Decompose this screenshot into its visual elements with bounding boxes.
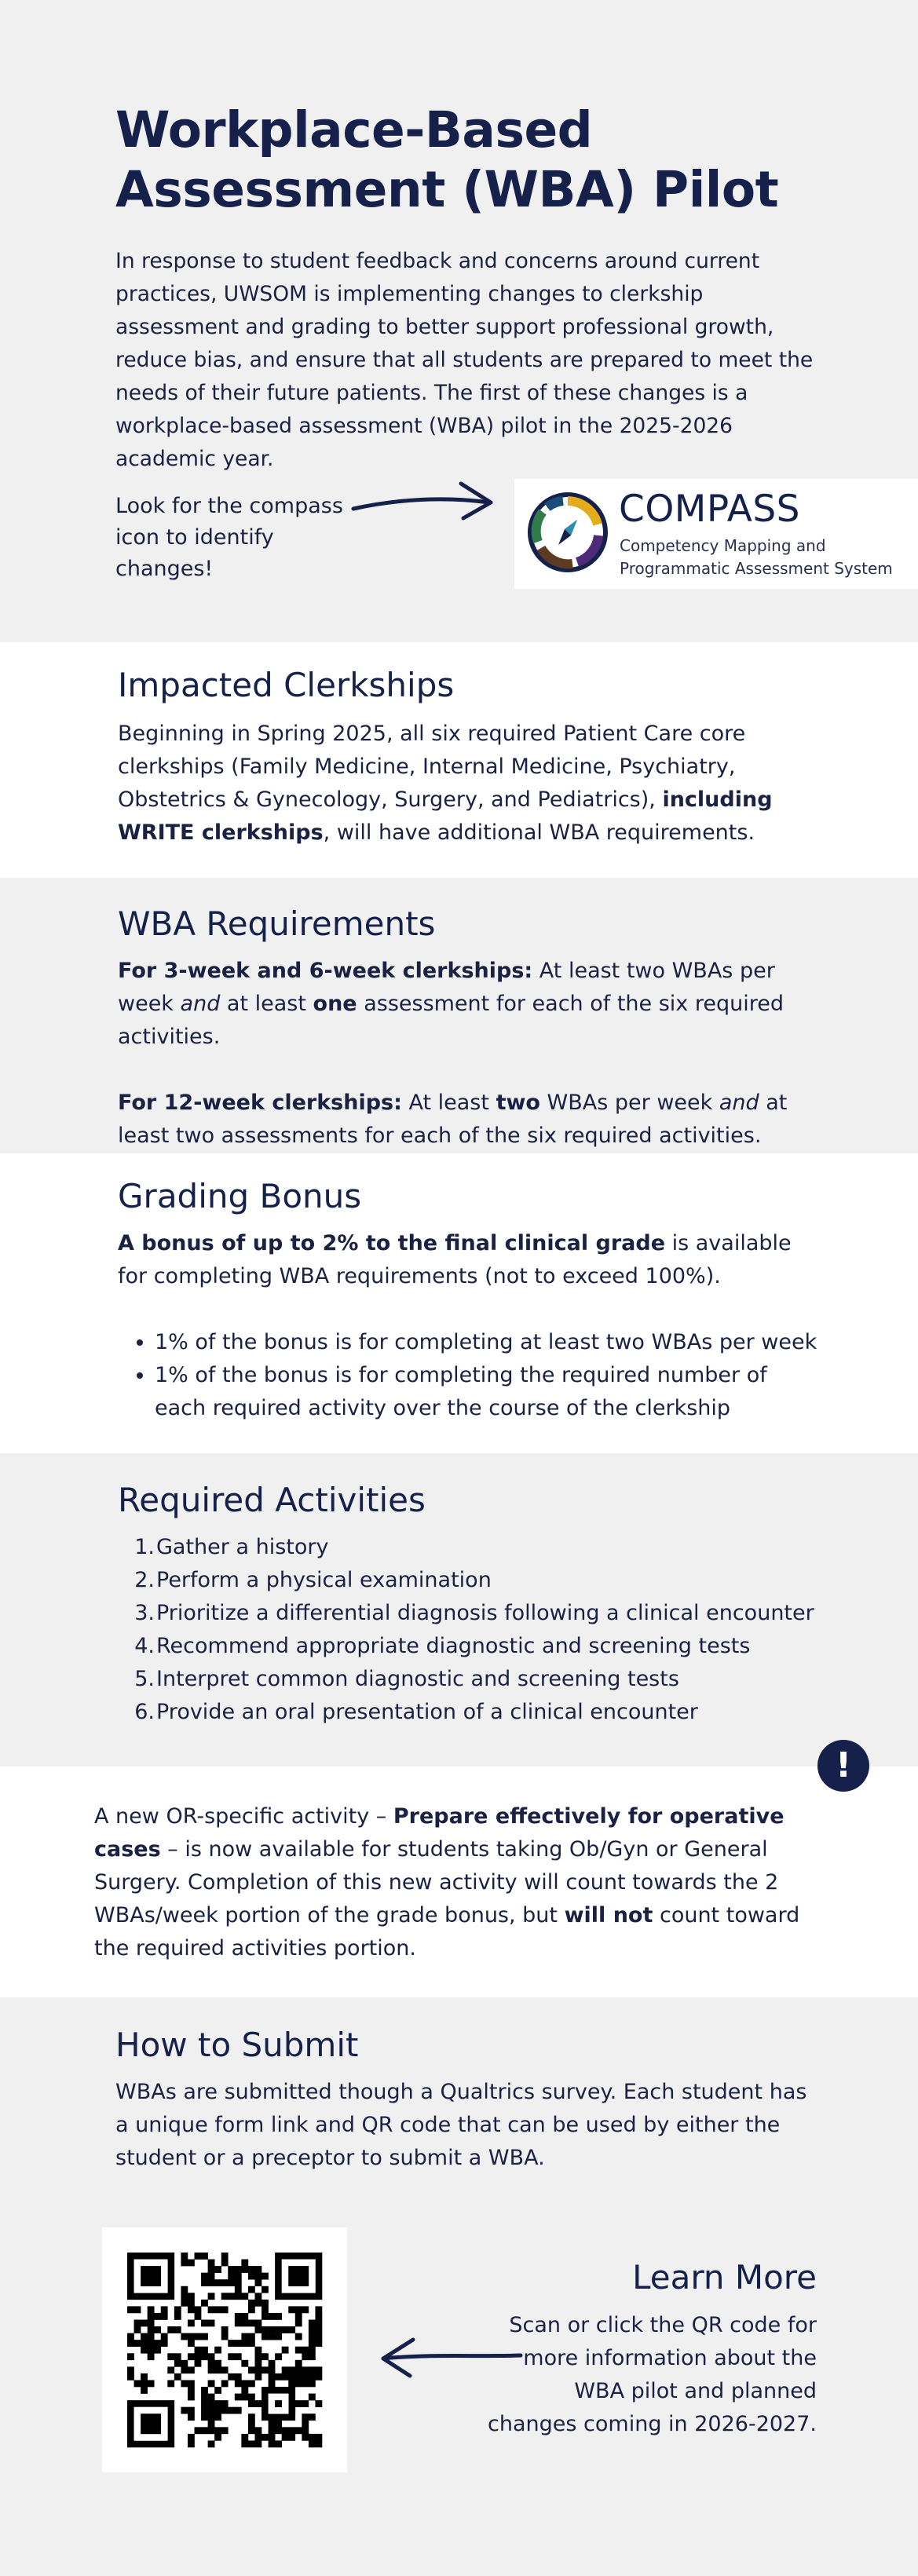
learn-more-heading: Learn More bbox=[632, 2258, 817, 2296]
requirements-short: For 3-week and 6-week clerkships: At least two WBAs per week and at least one assessment for each of the six required activities. bbox=[118, 959, 784, 1049]
learn-more-text: Scan or click the QR code for more information about the WBA pilot and planned changes coming in 2026-2027. bbox=[488, 2313, 817, 2436]
submit-text: WBAs are submitted though a Qualtrics survey. Each student has a unique form link and QR code that can be used by either the student or a preceptor to submit a WBA. bbox=[115, 2080, 807, 2170]
requirements-section bbox=[118, 903, 825, 1153]
compass-subtitle: Competency Mapping and Programmatic Assessment System bbox=[620, 536, 893, 578]
bonus-section bbox=[118, 1175, 825, 1425]
submit-section bbox=[115, 2024, 822, 2175]
impacted-text: Beginning in Spring 2025, all six required Patient Care core clerkships (Family Medicine, Internal Medicine, Psychiatry, Obstetrics & Gynecology, Surgery, and Pediatrics), including WRITE clerkships, will have additional WBA requirements. bbox=[118, 722, 773, 845]
bonus-heading: Grading Bonus bbox=[118, 1177, 362, 1215]
qr-code[interactable] bbox=[102, 2227, 347, 2472]
list-item: 1. Gather a history bbox=[134, 1535, 329, 1559]
list-item: 3. Prioritize a differential diagnosis following a clinical encounter bbox=[134, 1601, 814, 1625]
list-item: 4. Recommend appropriate diagnostic and screening tests bbox=[134, 1634, 751, 1658]
list-item: 5. Interpret common diagnostic and screening tests bbox=[134, 1667, 679, 1691]
requirements-long: For 12-week clerkships: At least two WBAs per week and at least two assessments for each of the six required activities. bbox=[118, 1091, 788, 1148]
bonus-list bbox=[118, 1326, 825, 1425]
activities-heading: Required Activities bbox=[118, 1481, 426, 1519]
list-item: • 1% of the bonus is for completing the required number of each required activity over the course of the clerkship bbox=[155, 1359, 825, 1425]
submit-heading: How to Submit bbox=[115, 2026, 359, 2064]
intro-paragraph: In response to student feedback and concerns around current practices, UWSOM is implementing changes to clerkship assessment and grading to better support professional growth, reduce bias, and ensure that all students are prepared to meet the needs of their future patients. The first of these changes is a workplace-based assessment (WBA) pilot in the 2025-2026 academic year. bbox=[115, 249, 814, 471]
list-item: • 1% of the bonus is for completing at least two WBAs per week bbox=[155, 1326, 825, 1359]
compass-card bbox=[514, 479, 918, 589]
compass-note: Look for the compass icon to identify changes! bbox=[115, 494, 343, 581]
notice-section bbox=[94, 1800, 825, 1965]
arrow-right-icon bbox=[349, 477, 499, 524]
qr-code-icon[interactable] bbox=[102, 2227, 347, 2472]
bonus-intro: A bonus of up to 2% to the final clinical grade is available for completing WBA requirements (not to exceed 100%). bbox=[118, 1231, 792, 1288]
impacted-section bbox=[118, 664, 825, 850]
impacted-heading: Impacted Clerkships bbox=[118, 666, 455, 704]
activities-list bbox=[118, 1531, 825, 1729]
notice-text: A new OR-specific activity – Prepare effectively for operative cases – is now available for students taking Ob/Gyn or General Surgery. Completion of this new activity will count towards the 2 WBAs/week portion of the grade bonus, but will not count toward the required activities portion. bbox=[94, 1804, 800, 1960]
list-item: 6. Provide an oral presentation of a clinical encounter bbox=[134, 1700, 698, 1724]
compass-name: COMPASS bbox=[619, 488, 801, 531]
list-item: 2. Perform a physical examination bbox=[134, 1568, 492, 1592]
alert-icon: ! bbox=[817, 1740, 869, 1792]
compass-icon bbox=[525, 490, 610, 575]
page-title: Workplace-Based Assessment (WBA) Pilot bbox=[115, 101, 779, 218]
requirements-heading: WBA Requirements bbox=[118, 904, 436, 943]
activities-section bbox=[118, 1479, 825, 1729]
